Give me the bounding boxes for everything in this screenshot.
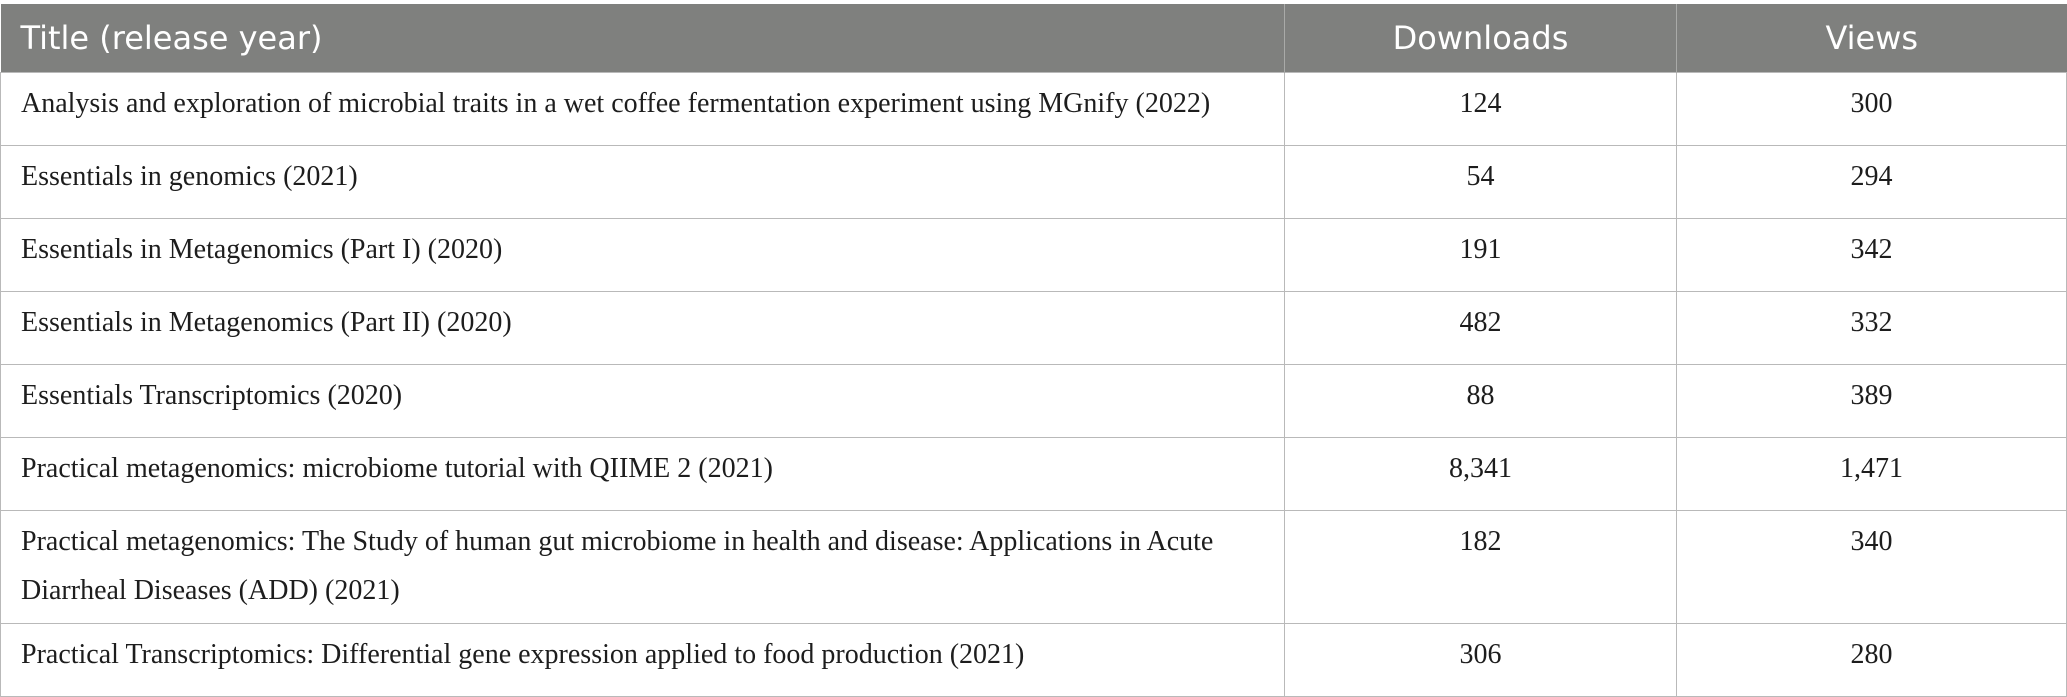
cell-title [1, 219, 1285, 292]
cell-downloads-text: 124 [1459, 88, 1502, 119]
cell-title-text: Practical metagenomics: The Study of human gut microbiome in health and disease: Applications in Acute Diarrheal Diseases (ADD) (2021) [21, 526, 1214, 606]
table-row [1, 624, 2067, 697]
cell-downloads-text: 482 [1459, 307, 1502, 338]
table-row [1, 219, 2067, 292]
cell-views-text: 389 [1850, 380, 1893, 411]
cell-title [1, 365, 1285, 438]
cell-views [1677, 292, 2067, 365]
cell-title-text: Essentials Transcriptomics (2020) [21, 380, 403, 411]
cell-title-text: Essentials in Metagenomics (Part II) (2020) [21, 307, 512, 338]
cell-title [1, 438, 1285, 511]
header-title: Title (release year) [1, 4, 1285, 73]
cell-title [1, 292, 1285, 365]
cell-downloads [1285, 438, 1677, 511]
cell-downloads [1285, 511, 1677, 624]
cell-downloads-text: 54 [1466, 161, 1495, 192]
cell-title-text: Essentials in genomics (2021) [21, 161, 358, 192]
table-row [1, 73, 2067, 146]
cell-title-text: Practical metagenomics: microbiome tutorial with QIIME 2 (2021) [21, 453, 773, 484]
cell-title [1, 624, 1285, 697]
cell-views [1677, 146, 2067, 219]
cell-views-text: 342 [1850, 234, 1893, 265]
data-table [0, 4, 2067, 697]
cell-title-text: Essentials in Metagenomics (Part I) (2020) [21, 234, 503, 265]
header-row [1, 4, 2067, 73]
cell-title [1, 511, 1285, 624]
table-row [1, 365, 2067, 438]
table-row [1, 146, 2067, 219]
cell-views-text: 1,471 [1840, 453, 1903, 484]
cell-views-text: 300 [1850, 88, 1893, 119]
cell-views-text: 332 [1850, 307, 1893, 338]
cell-title [1, 146, 1285, 219]
cell-title-text: Analysis and exploration of microbial traits in a wet coffee fermentation experiment using MGnify (2022) [21, 88, 1211, 119]
cell-downloads [1285, 624, 1677, 697]
data-table-container [0, 4, 2067, 697]
cell-downloads [1285, 292, 1677, 365]
table-header [1, 4, 2067, 73]
table-row [1, 511, 2067, 624]
cell-downloads-text: 306 [1459, 639, 1502, 670]
cell-downloads-text: 191 [1459, 234, 1502, 265]
table-body [1, 73, 2067, 697]
cell-downloads-text: 8,341 [1449, 453, 1512, 484]
cell-title-text: Practical Transcriptomics: Differential gene expression applied to food production (2021) [21, 639, 1025, 670]
table-row [1, 292, 2067, 365]
cell-title [1, 73, 1285, 146]
cell-views [1677, 438, 2067, 511]
cell-views [1677, 73, 2067, 146]
cell-views [1677, 511, 2067, 624]
header-views: Views [1677, 4, 2067, 73]
header-downloads: Downloads [1285, 4, 1677, 73]
cell-downloads [1285, 219, 1677, 292]
cell-views-text: 280 [1850, 639, 1893, 670]
cell-downloads [1285, 365, 1677, 438]
cell-downloads [1285, 146, 1677, 219]
cell-views-text: 340 [1850, 526, 1893, 557]
cell-downloads [1285, 73, 1677, 146]
cell-downloads-text: 182 [1459, 526, 1502, 557]
table-row [1, 438, 2067, 511]
cell-downloads-text: 88 [1466, 380, 1495, 411]
cell-views-text: 294 [1850, 161, 1893, 192]
cell-views [1677, 219, 2067, 292]
cell-views [1677, 365, 2067, 438]
cell-views [1677, 624, 2067, 697]
